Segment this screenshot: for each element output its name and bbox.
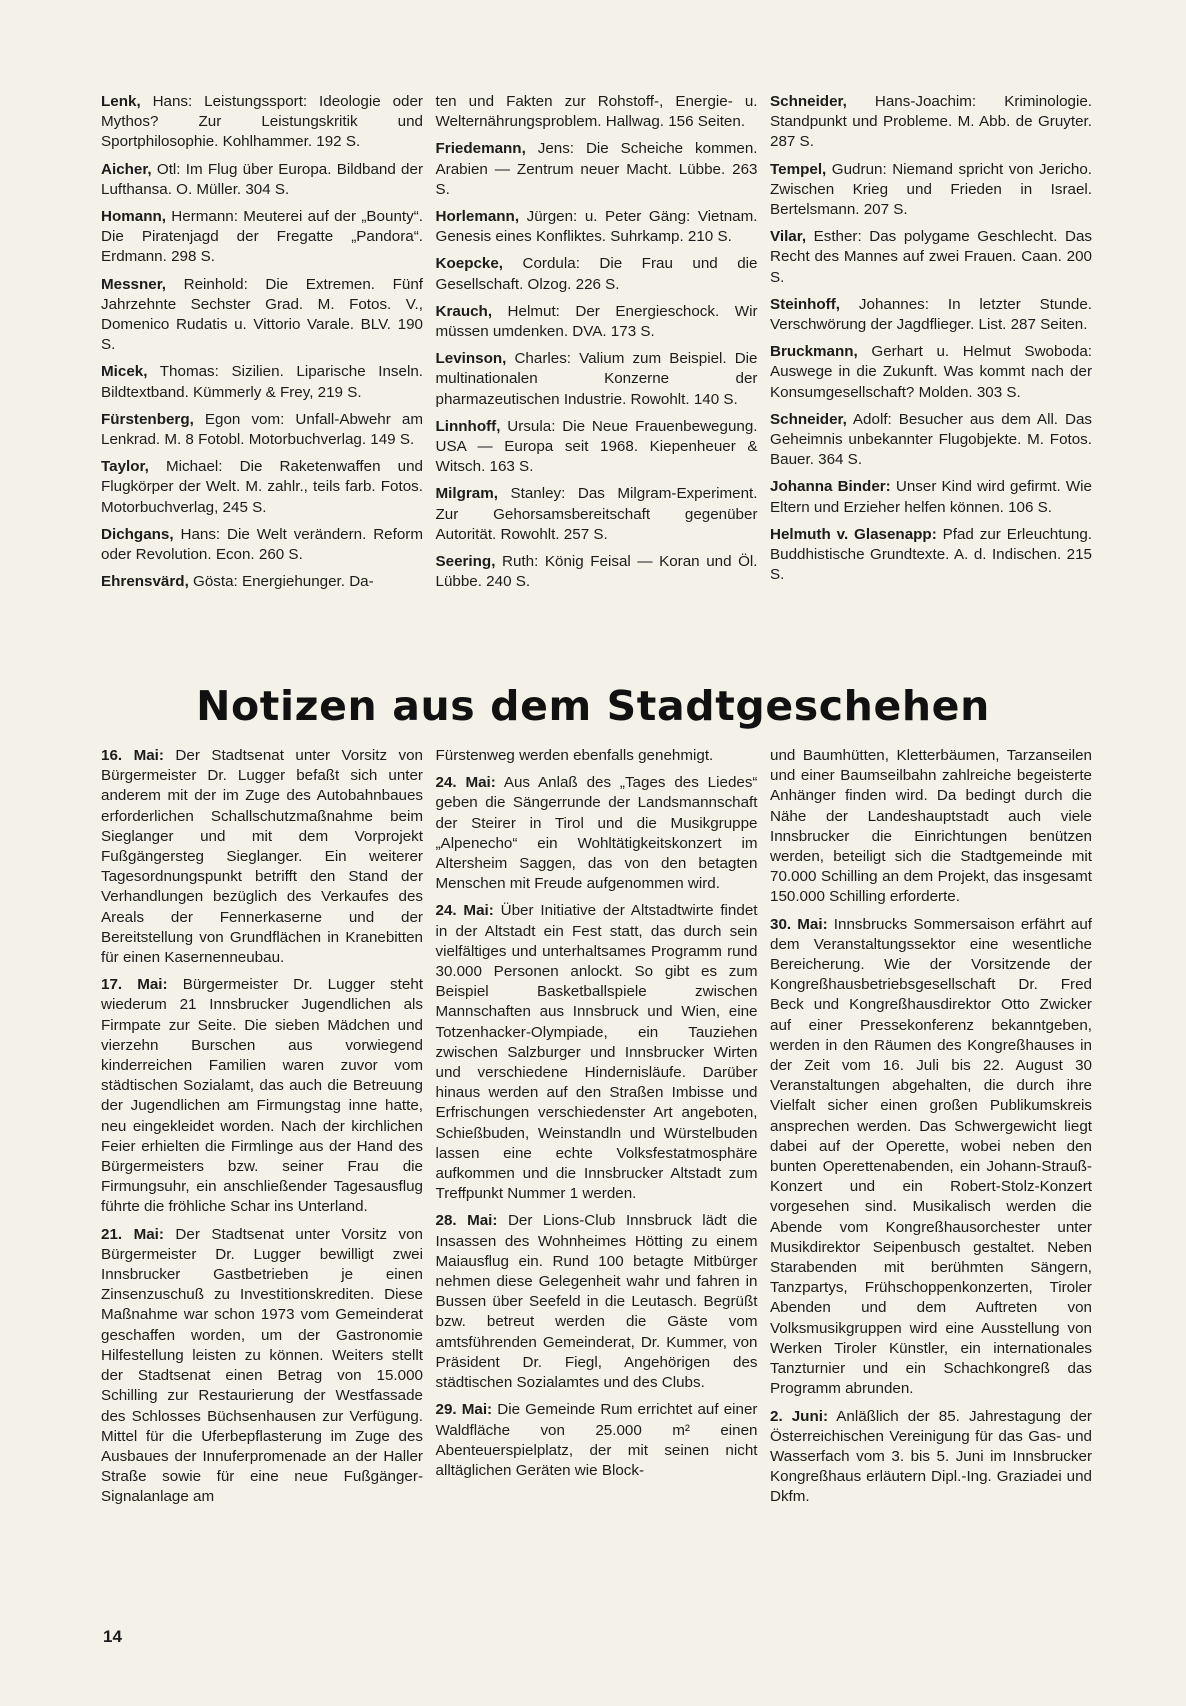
book-author: Johanna Binder: (770, 478, 891, 496)
book-entry (101, 207, 423, 268)
note-entry (770, 1407, 1092, 1508)
book-details: Jens: Die Scheiche kommen. Arabien — Zentrum neuer Macht. Lübbe. 263 S. (435, 140, 758, 198)
book-list (101, 92, 1092, 652)
book-details: Hermann: Meuterei auf der „Bounty“. Die Piratenjagd der Fregatte „Pandora“. Erdmann. 298 S. (101, 208, 423, 266)
book-details: Gerhart u. Helmut Swoboda: Auswege in die Zukunft. Was kommt nach der Konsumgesellschaft? Molden. 303 S. (770, 343, 1092, 401)
book-details: Helmut: Der Energieschock. Wir müssen umdenken. DVA. 173 S. (435, 302, 758, 341)
book-author: Seering, (435, 553, 496, 571)
book-entry (101, 160, 423, 200)
book-author: Fürstenberg, (101, 410, 194, 428)
book-author: Schneider, (770, 410, 847, 428)
book-entry (436, 484, 758, 545)
book-details: ten und Fakten zur Rohstoff-, Energie- u. Welternährungsproblem. Hallwag. 156 Seiten. (435, 93, 758, 131)
book-details: Pfad zur Erleuchtung. Buddhistische Grundtexte. A. d. Indischen. 215 S. (770, 525, 1092, 584)
note-text: Der Lions-Club Innsbruck lädt die Insassen des Wohnheimes Hötting zu einem Maiausflug ein. Rund 100 betagte Mitbürger nehmen diese Gelegenheit wahr und fahren in Bussen über Seefeld in die Leutasch. Begrüßt bzw. betreut werden die Gäste vom amtsführenden Gemeinderat, Dr. Kummer, von Präsident Dr. Fiegl, Angehörigen des städtischen Sozialamtes und des Clubs. (435, 1212, 758, 1392)
note-entry (436, 746, 758, 766)
note-entry (101, 975, 423, 1217)
note-entry (436, 901, 758, 1204)
note-text: Der Stadtsenat unter Vorsitz von Bürgermeister Dr. Lugger bewilligt zwei Innsbrucker Gastbetrieben je einen Zinsenzuschuß zu Investitionskrediten. Diese Maßnahme war schon 1973 vom Gemeinderat geschaffen worden, um der Gastronomie Hilfestellung leisten zu können. Weiters stellt der Stadtsenat einen Betrag von 15.000 Schilling zur Restaurierung der Westfassade des Schlosses Büchsenhausen zur Verfügung. Mittel für die Uferbepflasterung im Zuge des Ausbaues der Innuferpromenade an der Haller Straße sowie für eine neue Fußgänger-Signalanlage am (101, 1225, 423, 1506)
note-entry (770, 915, 1092, 1400)
note-entry (770, 746, 1092, 908)
book-entry (436, 302, 758, 342)
book-entry (101, 275, 423, 356)
note-entry (436, 1211, 758, 1393)
note-text: Bürgermeister Dr. Lugger steht wiederum 21 Innsbrucker Jugendlichen als Firmpate zur Seite. Die sieben Mädchen und vierzehn Burschen aus vorwiegend kinderreichen Familien waren zuvor vom städtischen Sozialamt, das auch die Betreuung der Jugendlichen am Firmungstag inne hatte, neu eingekleidet worden. Nach der kirchlichen Feier erhielten die Firmlinge aus der Hand des Bürgermeisters bzw. seiner Frau die Firmungsuhr, ein anschließender Tagesausflug führte die fröhliche Schar ins Unterland. (101, 976, 423, 1216)
book-entry (101, 525, 423, 565)
book-author: Aicher, (101, 160, 152, 178)
book-list-column-3 (770, 92, 1092, 652)
note-text: Fürstenweg werden ebenfalls genehmigt. (435, 747, 714, 764)
book-list-column-2 (436, 92, 758, 652)
book-details: Cordula: Die Frau und die Gesellschaft. Olzog. 226 S. (435, 255, 758, 293)
book-entry (101, 92, 423, 153)
book-author: Milgram, (435, 485, 498, 503)
book-entry (770, 477, 1092, 517)
book-details: Gösta: Energiehunger. Da- (188, 573, 374, 591)
book-details: Unser Kind wird gefirmt. Wie Eltern und Erzieher helfen können. 106 S. (770, 478, 1092, 516)
book-author: Levinson, (435, 350, 507, 368)
book-details: Hans: Leistungssport: Ideologie oder Mythos? Zur Leistungskritik und Sportphilosophie. Kohlhammer. 192 S. (101, 93, 423, 151)
note-entry (101, 1225, 423, 1508)
note-date: 2. Juni: (770, 1407, 829, 1425)
book-details: Jürgen: u. Peter Gäng: Vietnam. Genesis eines Konfliktes. Suhrkamp. 210 S. (435, 208, 758, 246)
book-author: Krauch, (435, 302, 493, 320)
book-details: Esther: Das polygame Geschlecht. Das Recht des Mannes auf zwei Frauen. Caan. 200 S. (770, 228, 1092, 286)
city-notes-column-3 (770, 746, 1092, 1646)
book-author: Schneider, (770, 93, 847, 110)
note-text: Über Initiative der Altstadtwirte findet in der Altstadt ein Fest statt, das durch sein vielfältiges und unterhaltsames Programm rund 30.000 Personen anlockt. So gibt es zum Beispiel Basketballspiele zwischen Mannschaften aus Innsbruck und Wien, eine Totzenhacker-Olympiade, ein Tauziehen zwischen Salzburger und Innsbrucker Wirten und verschiedene Hindernisläufe. Darüber hinaus werden auf den Straßen Imbisse und Erfrischungen verschiedenster Art angeboten, Schießbuden, Weinstandln und Würstelbuden lassen eine echte Volksfestatmosphäre aufkommen und die Innsbrucker Altstadt zum Treffpunkt Nummer 1 werden. (435, 902, 758, 1203)
book-entry (770, 227, 1092, 288)
section-title: Notizen aus dem Stadtgeschehen (196, 682, 990, 730)
book-details: Ruth: König Feisal — Koran und Öl. Lübbe. 240 S. (435, 553, 758, 591)
book-details: Michael: Die Raketenwaffen und Flugkörper der Welt. M. zahlr., teils farb. Fotos. Motorbuchverlag, 245 S. (101, 458, 423, 516)
book-author: Vilar, (770, 228, 807, 246)
book-author: Homann, (101, 208, 166, 226)
book-entry (436, 417, 758, 478)
book-details: Egon vom: Unfall-Abwehr am Lenkrad. M. 8 Fotobl. Motorbuchverlag. 149 S. (101, 410, 423, 449)
book-author: Steinhoff, (770, 295, 841, 313)
book-author: Dichgans, (101, 525, 174, 543)
book-details: Stanley: Das Milgram-Experiment. Zur Gehorsamsbereitschaft gegenüber Autorität. Rowohlt. 257 S. (435, 485, 758, 543)
city-notes (101, 746, 1092, 1646)
book-details: Ursula: Die Neue Frauenbewegung. USA — Europa seit 1968. Kiepenheuer & Witsch. 163 S. (435, 417, 758, 476)
book-details: Adolf: Besucher aus dem All. Das Geheimnis unbekannter Flugobjekte. M. Fotos. Bauer. 364 S. (770, 410, 1092, 469)
book-author: Koepcke, (435, 255, 504, 273)
book-author: Taylor, (101, 458, 149, 476)
book-entry (436, 552, 758, 592)
book-details: Charles: Valium zum Beispiel. Die multinationalen Konzerne der pharmazeutischen Industrie. Rowohlt. 140 S. (435, 350, 758, 408)
book-entry (770, 342, 1092, 403)
note-entry (436, 773, 758, 894)
book-author: Friedemann, (435, 140, 526, 158)
book-details: Hans-Joachim: Kriminologie. Standpunkt und Probleme. M. Abb. de Gruyter. 287 S. (770, 93, 1092, 151)
book-entry (101, 457, 423, 518)
book-details: Gudrun: Niemand spricht von Jericho. Zwischen Krieg und Frieden in Israel. Bertelsmann. 207 S. (770, 160, 1092, 219)
book-details: Hans: Die Welt verändern. Reform oder Revolution. Econ. 260 S. (101, 525, 423, 564)
page-number: 14 (103, 1627, 122, 1646)
note-entry (436, 1400, 758, 1481)
book-author: Ehrensvärd, (101, 573, 189, 591)
book-author: Linnhoff, (435, 417, 501, 435)
note-text: und Baumhütten, Kletterbäumen, Tarzanseilen und einer Baumseilbahn zahlreiche begeisterte Anhänger finden wird. Da bedingt durch die Nähe der Landeshauptstadt auch viele Innsbrucker die Einrichtungen benützen werden, beteiligt sich die Stadtgemeinde mit 70.000 Schilling an dem Projekt, das insgesamt 150.000 Schilling erforderte. (770, 747, 1092, 906)
note-date: 16. Mai: (101, 747, 164, 764)
book-entry (770, 410, 1092, 471)
note-text: Der Stadtsenat unter Vorsitz von Bürgermeister Dr. Lugger befaßt sich unter anderem mit der im Zuge des Autobahnbaues erforderlichen Schallschutzmaßnahme beim Sieglanger und mit dem Vorprojekt Fußgängersteg Sieglanger. Ein weiterer Tagesordnungspunkt betrifft den Stand der Verhandlungen bezüglich des Verkaufes des Areals der Fennerkaserne und der Bereitstellung von Grundflächen in Kranebitten für einen Kasernenneubau. (101, 747, 423, 967)
book-entry (436, 139, 758, 200)
book-entry (770, 295, 1092, 335)
book-author: Micek, (101, 363, 148, 381)
note-date: 30. Mai: (770, 915, 828, 933)
city-notes-column-1 (101, 746, 423, 1646)
note-entry (101, 746, 423, 968)
book-list-column-1 (101, 92, 423, 652)
book-entry (101, 362, 423, 402)
book-entry (436, 92, 758, 132)
note-date: 28. Mai: (435, 1212, 498, 1230)
book-entry (101, 410, 423, 450)
city-notes-column-2 (436, 746, 758, 1646)
book-author: Lenk, (101, 93, 141, 110)
book-entry (436, 207, 758, 247)
book-details: Thomas: Sizilien. Liparische Inseln. Bildtextband. Kümmerly & Frey, 219 S. (101, 363, 423, 401)
note-text: Anläßlich der 85. Jahrestagung der Österreichischen Vereinigung für das Gas- und Wasserfach vom 3. bis 5. Juni im Innsbrucker Kongreßhaus erläutern Dipl.-Ing. Graziadei und Dkfm. (770, 1407, 1092, 1506)
book-author: Tempel, (770, 160, 827, 178)
book-entry (436, 349, 758, 410)
book-entry (101, 572, 423, 592)
book-details: Reinhold: Die Extremen. Fünf Jahrzehnte Sechster Grad. M. Fotos. V., Domenico Rudatis u. Vittorio Varale. BLV. 190 S. (101, 275, 423, 354)
note-date: 21. Mai: (101, 1225, 164, 1243)
note-date: 24. Mai: (435, 774, 496, 792)
note-text: Innsbrucks Sommersaison erfährt auf dem Veranstaltungssektor eine wesentliche Bereicherung. Wie der Vorsitzende der Kongreßhausbetriebsgesellschaft Dr. Fred Beck und Kongreßhausdirektor Otto Zwicker auf einer Pressekonferenz bekanntgeben, werden in den Räumen des Kongreßhauses in der Zeit vom 16. Juli bis 22. August 30 Veranstaltungen abgehalten, die durch ihre Vielfalt sicher einen großen Publikumskreis ansprechen werden. Das Schwergewicht liegt dabei auf der Operette, wobei neben den bunten Operettenabenden, ein Johann-Strauß-Konzert und ein Robert-Stolz-Konzert vorgesehen sind. Musikalisch werden die Abende vom Kongreßhausorchester unter Musikdirektor Seipenbusch gestaltet. Neben Starabenden mit berühmten Sängern, Tanzpartys, Frühschoppenkonzerten, Tiroler Abenden und dem Auftreten von Volksmusikgruppen wird eine Ausstellung von Werken Tiroler Künstler, ein internationales Tanzturnier und ein Schachkongreß das Programm abrunden. (770, 915, 1093, 1398)
book-details: Johannes: In letzter Stunde. Verschwörung der Jagdflieger. List. 287 Seiten. (770, 295, 1092, 334)
book-entry (770, 92, 1092, 153)
book-details: Otl: Im Flug über Europa. Bildband der Lufthansa. O. Müller. 304 S. (101, 160, 423, 198)
note-text: Die Gemeinde Rum errichtet auf einer Waldfläche von 25.000 m² einen Abenteuerspielplatz, der mit seinen nicht alltäglichen Geräten wie Block- (435, 1401, 758, 1479)
note-date: 24. Mai: (435, 902, 494, 920)
book-entry (436, 254, 758, 294)
book-entry (770, 160, 1092, 221)
book-author: Horlemann, (435, 208, 520, 226)
book-entry (770, 525, 1092, 586)
book-author: Helmuth v. Glasenapp: (770, 525, 937, 543)
note-date: 29. Mai: (435, 1401, 493, 1419)
book-author: Bruckmann, (770, 343, 858, 361)
note-date: 17. Mai: (101, 976, 168, 994)
book-author: Messner, (101, 275, 167, 293)
note-text: Aus Anlaß des „Tages des Liedes“ geben die Sängerrunde der Landsmannschaft der Steirer in Tirol und die Musikgruppe „Alpenecho“ ein Wohltätigkeitskonzert im Altersheim Saggen, das von den betagten Menschen mit Freude aufgenommen wird. (435, 774, 758, 893)
